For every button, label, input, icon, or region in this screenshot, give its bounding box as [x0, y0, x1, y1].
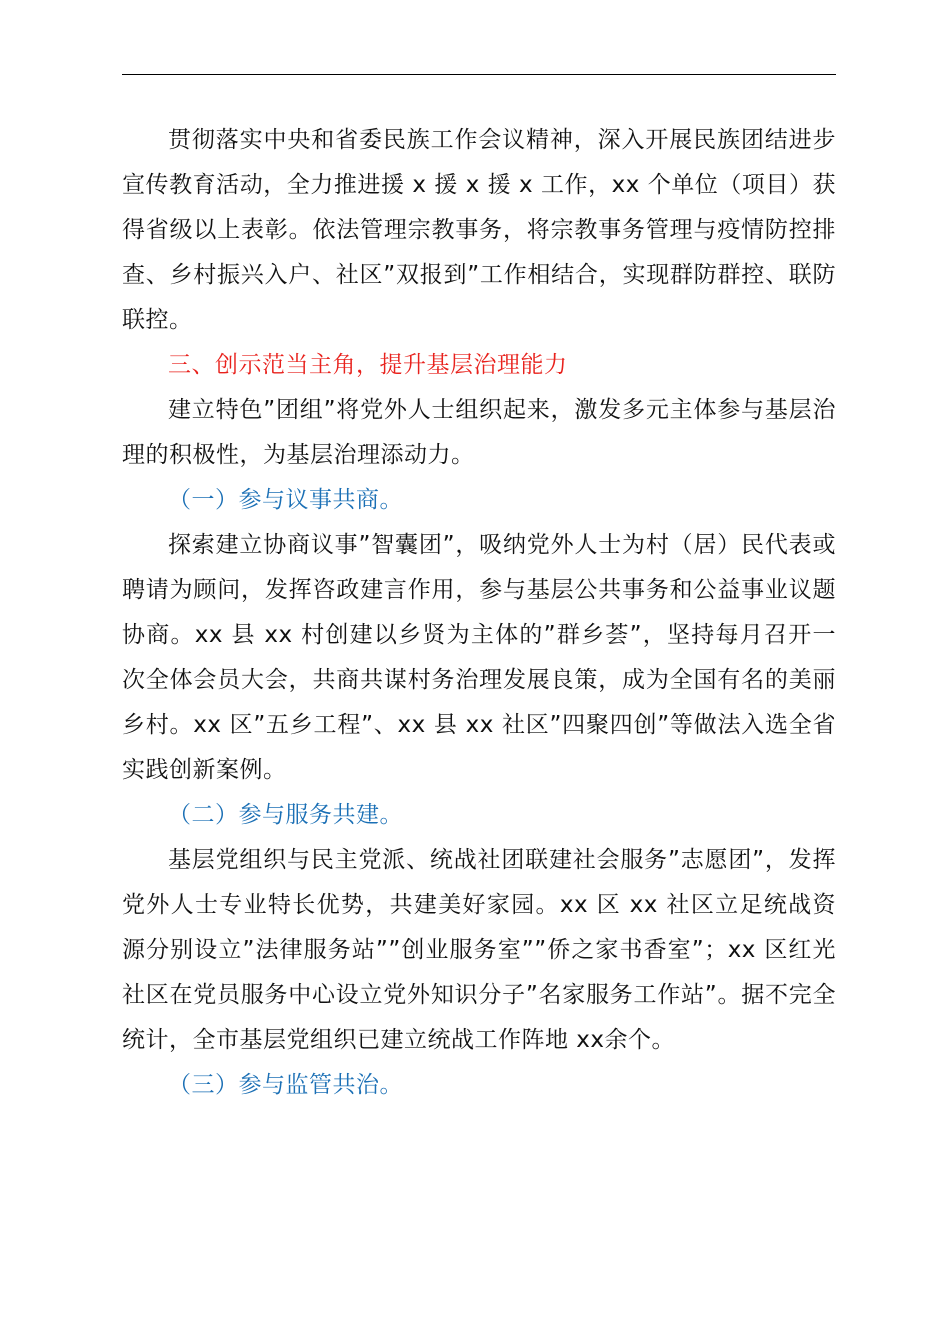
paragraph-ethnic-religious-work: 贯彻落实中央和省委民族工作会议精神，深入开展民族团结进步宣传教育活动，全力推进援 x 援 x 援 x 工作，xx 个单位（项目）获得省级以上表彰。依法管理宗教事务，将宗教事务管理与疫情防控排查、乡村振兴入户、社区”双报到”工作相结合，实现群防群控、联防联控。 — [122, 127, 836, 333]
subheading-three: （三）参与监管共治。 — [168, 1072, 403, 1098]
header-rule — [122, 74, 836, 75]
paragraph-consultation: 探索建立协商议事”智囊团”，吸纳党外人士为村（居）民代表或聘请为顾问，发挥咨政建言作用，参与基层公共事务和公益事业议题协商。xx 县 xx 村创建以乡贤为主体的”群乡荟”，坚持每月召开一次全体会员大会，共商共谋村务治理发展良策，成为全国有名的美丽乡村。xx 区”五乡工程”、xx 县 xx 社区”四聚四创”等做法入选全省实践创新案例。 — [122, 532, 836, 783]
document-body — [122, 118, 836, 1108]
subheading-two: （二）参与服务共建。 — [168, 802, 403, 828]
paragraph-service-building: 基层党组织与民主党派、统战社团联建社会服务”志愿团”，发挥党外人士专业特长优势，共建美好家园。xx 区 xx 社区立足统战资源分别设立”法律服务站””创业服务室””侨之家书香室”；xx 区红光社区在党员服务中心设立党外知识分子”名家服务工作站”。据不完全统计，全市基层党组织已建立统战工作阵地 xx余个。 — [122, 847, 836, 1053]
paragraph-section-intro: 建立特色”团组”将党外人士组织起来，激发多元主体参与基层治理的积极性，为基层治理添动力。 — [122, 397, 836, 468]
subheading-one: （一）参与议事共商。 — [168, 487, 403, 513]
section-heading-three: 三、创示范当主角，提升基层治理能力 — [168, 352, 568, 378]
